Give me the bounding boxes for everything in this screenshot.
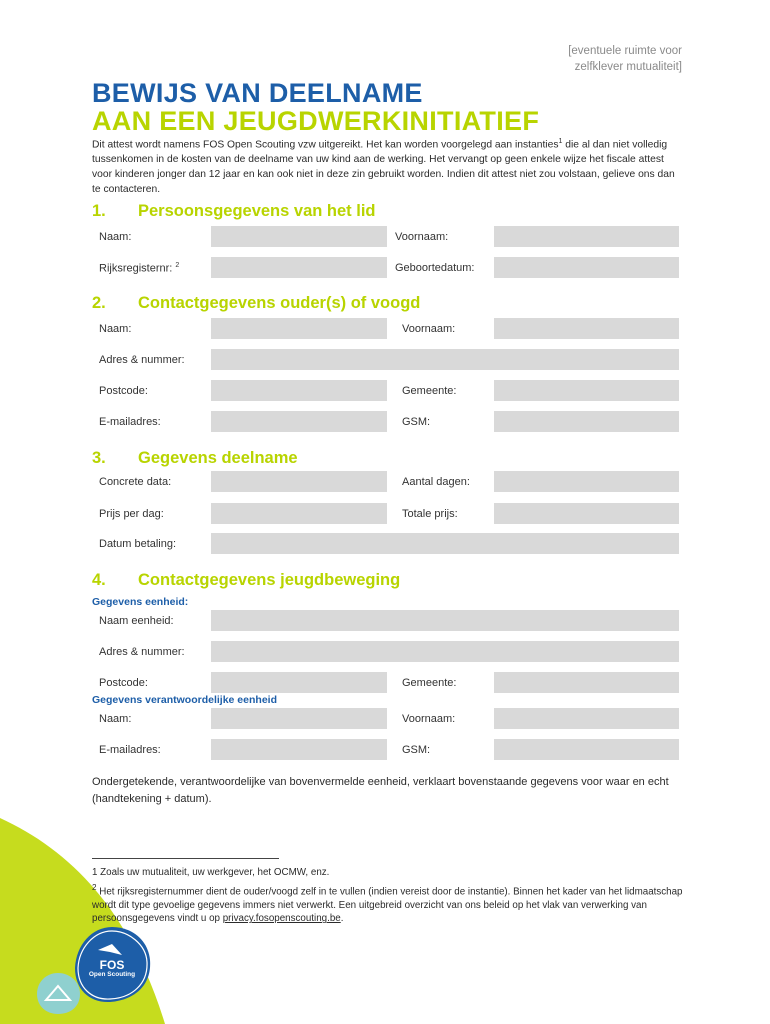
gsm-ouder-field[interactable] xyxy=(494,411,679,432)
label-gemeente-ouder: Gemeente: xyxy=(402,385,457,397)
section-3-number: 3. xyxy=(92,449,106,467)
label-adres-ouder: Adres & nummer: xyxy=(99,354,185,366)
label-email-ouder: E-mailadres: xyxy=(99,416,161,428)
naam-verantwoordelijke-field[interactable] xyxy=(211,708,387,729)
section-2-heading xyxy=(92,294,420,313)
prijs-per-dag-field[interactable] xyxy=(211,503,387,524)
concrete-data-field[interactable] xyxy=(211,471,387,492)
section-1-heading xyxy=(92,202,376,221)
footnote-2-marker: 2 xyxy=(92,883,97,892)
gsm-verantwoordelijke-field[interactable] xyxy=(494,739,679,760)
gemeente-ouder-field[interactable] xyxy=(494,380,679,401)
naam-lid-field[interactable] xyxy=(211,226,387,247)
footnote-divider xyxy=(92,858,279,859)
page-title-line-2: AAN EEN JEUGDWERKINITIATIEF xyxy=(92,106,540,136)
adres-eenheid-field[interactable] xyxy=(211,641,679,662)
privacy-link[interactable]: privacy.fosopenscouting.be xyxy=(222,913,341,925)
label-gsm-ouder: GSM: xyxy=(402,416,431,428)
footnote-2 xyxy=(92,881,684,926)
naam-ouder-field[interactable] xyxy=(211,318,387,339)
datum-betaling-field[interactable] xyxy=(211,533,679,554)
adres-ouder-field[interactable] xyxy=(211,349,679,370)
section-4-heading xyxy=(92,571,400,590)
label-postcode-eenheid: Postcode: xyxy=(99,677,148,689)
footnote-2-end: . xyxy=(340,913,344,925)
label-voornaam-ouder: Voornaam: xyxy=(402,323,456,335)
page-title-line-1: BEWIJS VAN DEELNAME xyxy=(92,78,423,108)
label-gemeente-eenheid: Gemeente: xyxy=(402,677,457,689)
email-verantwoordelijke-field[interactable] xyxy=(211,739,387,760)
section-4-number: 4. xyxy=(92,571,106,589)
logo-text xyxy=(84,960,140,979)
section-1-number: 1. xyxy=(92,202,106,220)
fos-small-logo xyxy=(37,973,80,1014)
postcode-ouder-field[interactable] xyxy=(211,380,387,401)
subheading-gegevens-eenheid: Gegevens eenheid: xyxy=(92,596,189,608)
label-naam-verantwoordelijke: Naam: xyxy=(99,713,132,725)
intro-text-b: die al dan niet volledig tussenkomen in de kosten van de deelname van uw kind aan de werking. Het vervangt op geen enkele wijze het fiscale attest voor kinderen jonger dan 12 jaar en kan ook niet in deze zin gebruikt worden. Indien dit attest niet zou volstaan, gelieve ons dan te contacteren. xyxy=(92,139,675,196)
section-4-title: Contactgegevens jeugdbeweging xyxy=(138,571,401,589)
postcode-eenheid-field[interactable] xyxy=(211,672,387,693)
label-datum-betaling: Datum betaling: xyxy=(99,538,177,550)
email-ouder-field[interactable] xyxy=(211,411,387,432)
rijksregisternr-field[interactable] xyxy=(211,257,387,278)
label-rijksregisternr xyxy=(99,262,179,275)
label-geboortedatum: Geboortedatum: xyxy=(395,262,475,274)
label-concrete-data: Concrete data: xyxy=(99,476,172,488)
signature-statement: Ondergetekende, verantwoordelijke van bovenvermelde eenheid, verklaart bovenstaande gegevens voor waar en echt (handtekening + datum). xyxy=(92,776,669,805)
mutualiteit-sticker-note xyxy=(422,43,682,75)
voornaam-verantwoordelijke-field[interactable] xyxy=(494,708,679,729)
footnote-1: 1 Zoals uw mutualiteit, uw werkgever, het OCMW, enz. xyxy=(92,867,330,878)
logo-text-fos: FOS xyxy=(99,958,125,972)
aantal-dagen-field[interactable] xyxy=(494,471,679,492)
subheading-verantwoordelijke: Gegevens verantwoordelijke eenheid xyxy=(92,694,277,706)
naam-eenheid-field[interactable] xyxy=(211,610,679,631)
label-gsm-verantwoordelijke: GSM: xyxy=(402,744,431,756)
label-naam-ouder: Naam: xyxy=(99,323,132,335)
label-email-verantwoordelijke: E-mailadres: xyxy=(99,744,161,756)
label-prijs-per-dag: Prijs per dag: xyxy=(99,508,164,520)
label-voornaam-lid: Voornaam: xyxy=(395,231,449,243)
footnote-ref-2: 2 xyxy=(175,262,180,269)
label-aantal-dagen: Aantal dagen: xyxy=(402,476,470,488)
note-line-2: zelfklever mutualiteit] xyxy=(574,61,682,73)
label-totale-prijs: Totale prijs: xyxy=(402,508,458,520)
section-2-title: Contactgegevens ouder(s) of voogd xyxy=(138,294,421,312)
label-naam-eenheid: Naam eenheid: xyxy=(99,615,174,627)
section-1-title: Persoonsgegevens van het lid xyxy=(138,202,376,220)
geboortedatum-field[interactable] xyxy=(494,257,679,278)
label-postcode-ouder: Postcode: xyxy=(99,385,148,397)
voornaam-ouder-field[interactable] xyxy=(494,318,679,339)
label-adres-eenheid: Adres & nummer: xyxy=(99,646,185,658)
label-naam-lid: Naam: xyxy=(99,231,132,243)
note-line-1: [eventuele ruimte voor xyxy=(568,45,682,57)
footnote-2-text: Het rijksregisternummer dient de ouder/voogd zelf in te vullen (indien vereist door de instantie). Binnen het kader van het lidmaatschap wordt dit type gevoelige gegevens immers niet verwerkt. Een uitgebreid overzicht van ons beleid op het vlak van verwerking van persoonsgegevens vindt u op xyxy=(92,886,683,925)
voornaam-lid-field[interactable] xyxy=(494,226,679,247)
section-3-title: Gegevens deelname xyxy=(138,449,298,467)
totale-prijs-field[interactable] xyxy=(494,503,679,524)
label-voornaam-verantwoordelijke: Voornaam: xyxy=(402,713,456,725)
section-2-number: 2. xyxy=(92,294,106,312)
intro-paragraph xyxy=(92,134,682,197)
footnote-ref-1: 1 xyxy=(558,138,563,145)
logo-text-open-scouting: Open Scouting xyxy=(88,971,136,978)
intro-text-a: Dit attest wordt namens FOS Open Scouting vzw uitgereikt. Het kan worden voorgelegd aan instanties xyxy=(92,139,559,151)
section-3-heading xyxy=(92,449,298,468)
gemeente-eenheid-field[interactable] xyxy=(494,672,679,693)
rijksregisternr-text: Rijksregisternr: xyxy=(99,262,173,275)
